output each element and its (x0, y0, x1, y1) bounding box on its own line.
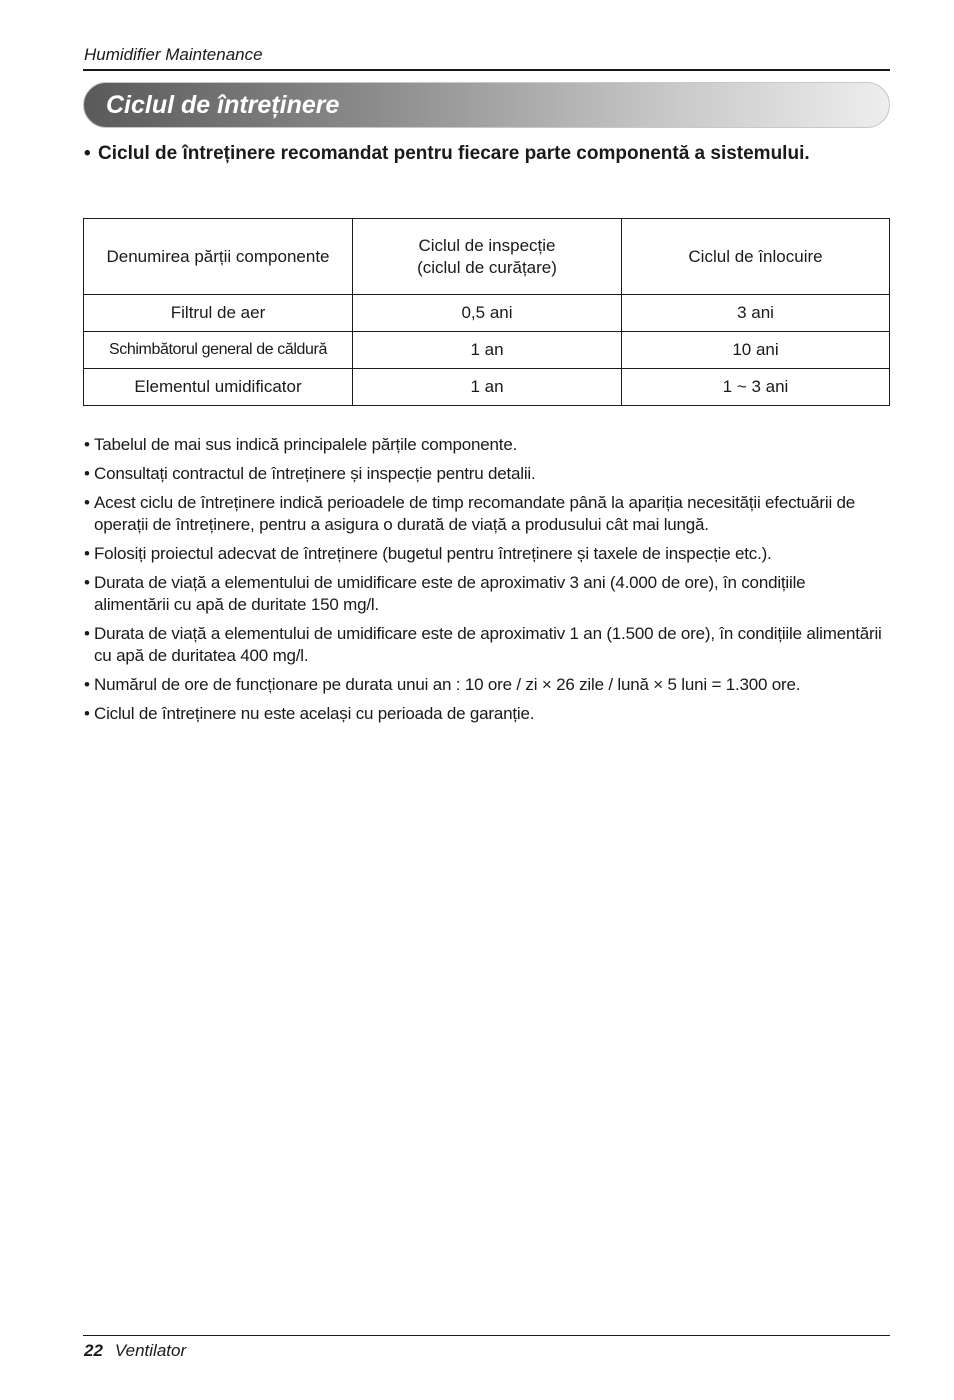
notes-list (84, 434, 884, 732)
note-text: Durata de viață a elementului de umidificare este de aproximativ 1 an (1.500 de ore), în condițiile alimentării cu apă de duritatea 400 mg/l. (94, 624, 882, 665)
lead-bullet: • (84, 143, 91, 164)
note-text: Consultați contractul de întreținere și inspecție pentru detalii. (94, 464, 536, 483)
table-cell-inspection: 1 an (353, 369, 622, 406)
lead-text: Ciclul de întreținere recomandat pentru fiecare parte componentă a sistemului. (98, 143, 810, 164)
header-rule (83, 69, 890, 71)
page-footer (84, 1341, 186, 1361)
note-bullet: • (84, 544, 90, 563)
note-bullet: • (84, 573, 90, 592)
table-row (84, 332, 890, 369)
note-text: Folosiți proiectul adecvat de întreținere (bugetul pentru întreținere și taxele de inspecție etc.). (94, 544, 772, 563)
note-item (84, 572, 884, 616)
note-item (84, 623, 884, 667)
note-bullet: • (84, 493, 90, 512)
note-text: Acest ciclu de întreținere indică perioadele de timp recomandate până la apariția necesității efectuării de operații de întreținere, pentru a asigura o durată de viață a produsului cât mai lungă. (94, 493, 856, 534)
note-bullet: • (84, 675, 90, 694)
note-text: Ciclul de întreținere nu este același cu perioada de garanție. (94, 704, 535, 723)
header-component-name: Denumirea părții componente (84, 219, 353, 295)
table-header-row (84, 219, 890, 295)
note-text: Numărul de ore de funcționare pe durata unui an : 10 ore / zi × 26 zile / lună × 5 luni = 1.300 ore. (94, 675, 801, 694)
note-item (84, 703, 884, 725)
table-cell-replacement: 10 ani (622, 332, 890, 369)
header-replacement-cycle: Ciclul de înlocuire (622, 219, 890, 295)
table-cell-component: Schimbătorul general de căldură (84, 332, 353, 369)
table-cell-inspection: 1 an (353, 332, 622, 369)
table-cell-component: Filtrul de aer (84, 295, 353, 332)
table-cell-inspection: 0,5 ani (353, 295, 622, 332)
note-bullet: • (84, 704, 90, 723)
page-number: 22 (84, 1341, 103, 1360)
note-bullet: • (84, 464, 90, 483)
note-bullet: • (84, 624, 90, 643)
note-text: Durata de viață a elementului de umidificare este de aproximativ 3 ani (4.000 de ore), în condițiile alimentării cu apă de duritate 150 mg/l. (94, 573, 806, 614)
header-inspection-line2: (ciclul de curățare) (417, 257, 557, 277)
note-item (84, 463, 884, 485)
note-item (84, 434, 884, 456)
header-inspection-line1: Ciclul de inspecție (418, 235, 556, 255)
note-text: Tabelul de mai sus indică principalele părțile componente. (94, 435, 518, 454)
note-item (84, 674, 884, 696)
note-item (84, 543, 884, 565)
table-cell-replacement: 1 ~ 3 ani (622, 369, 890, 406)
section-title: Ciclul de întreținere (106, 91, 340, 119)
note-item (84, 492, 884, 536)
table-row (84, 295, 890, 332)
note-bullet: • (84, 435, 90, 454)
lead-statement (84, 140, 864, 167)
table-cell-component: Elementul umidificator (84, 369, 353, 406)
header-inspection-cycle (353, 219, 622, 295)
table-cell-replacement: 3 ani (622, 295, 890, 332)
section-title-bar (83, 82, 890, 128)
footer-rule (83, 1335, 890, 1336)
table-row (84, 369, 890, 406)
running-header: Humidifier Maintenance (84, 45, 263, 64)
footer-label: Ventilator (114, 1341, 187, 1360)
maintenance-cycle-table (83, 218, 890, 406)
